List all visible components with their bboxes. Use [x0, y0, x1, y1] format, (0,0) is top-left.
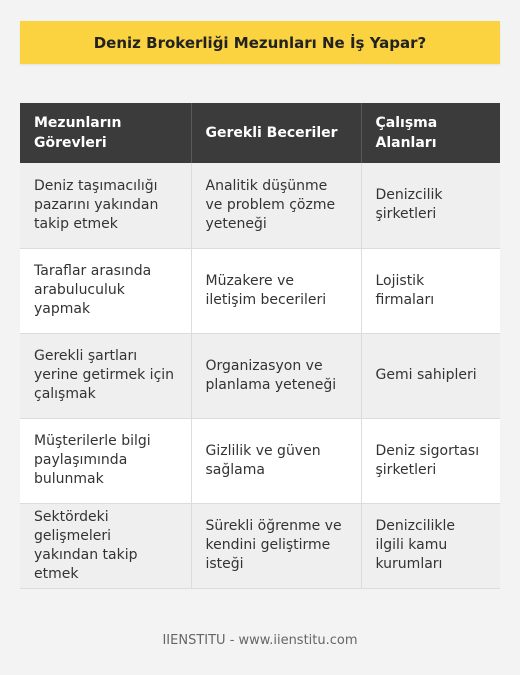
header-duties: Mezunların Görevleri: [20, 103, 191, 163]
work-area-cell: Gemi sahipleri: [361, 333, 500, 418]
duty-cell: Gerekli şartları yerine getirmek için çalışmak: [20, 333, 191, 418]
skill-cell: Sürekli öğrenme ve kendini geliştirme isteği: [191, 503, 361, 588]
skill-cell: Gizlilik ve güven sağlama: [191, 418, 361, 503]
duty-cell: Taraflar arasında arabuluculuk yapmak: [20, 248, 191, 333]
duty-cell: Deniz taşımacılığı pazarını yakından takip etmek: [20, 163, 191, 248]
table-row: [20, 418, 500, 503]
duty-cell: Sektördeki gelişmeleri yakından takip etmek: [20, 503, 191, 588]
duty-cell: Müşterilerle bilgi paylaşımında bulunmak: [20, 418, 191, 503]
work-area-cell: Lojistik firmaları: [361, 248, 500, 333]
footer-credit: IIENSTITU - www.iienstitu.com: [162, 633, 358, 648]
table-row: [20, 333, 500, 418]
table-row: [20, 248, 500, 333]
header-skills: Gerekli Beceriler: [191, 103, 361, 163]
work-area-cell: Deniz sigortası şirketleri: [361, 418, 500, 503]
skill-cell: Analitik düşünme ve problem çözme yeteneği: [191, 163, 361, 248]
page-title: Deniz Brokerliği Mezunları Ne İş Yapar?: [93, 33, 427, 52]
skill-cell: Organizasyon ve planlama yeteneği: [191, 333, 361, 418]
table-row: [20, 163, 500, 248]
work-area-cell: Denizcilik şirketleri: [361, 163, 500, 248]
info-table: [20, 103, 500, 589]
table-row: [20, 503, 500, 588]
title-banner: [20, 21, 500, 64]
skill-cell: Müzakere ve iletişim becerileri: [191, 248, 361, 333]
table-header-row: [20, 103, 500, 163]
header-work-areas: Çalışma Alanları: [361, 103, 500, 163]
work-area-cell: Denizcilikle ilgili kamu kurumları: [361, 503, 500, 588]
